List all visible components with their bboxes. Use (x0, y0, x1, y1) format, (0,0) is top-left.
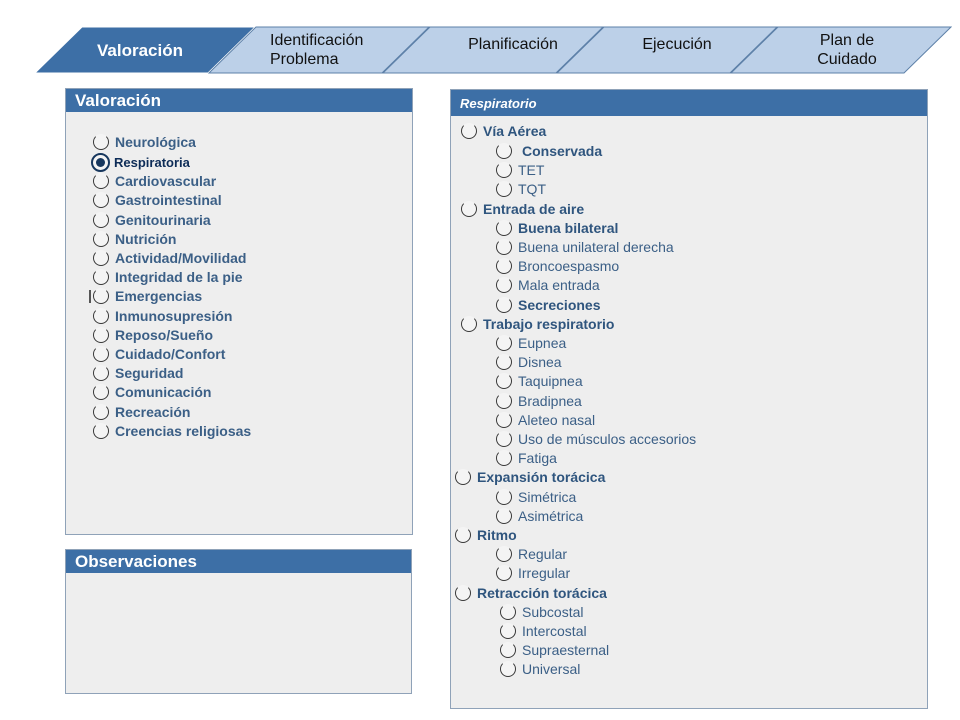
option-mala-entrada[interactable]: Mala entrada (496, 277, 600, 293)
radio-icon[interactable] (496, 162, 512, 178)
radio-icon[interactable] (496, 220, 512, 236)
radio-icon[interactable] (93, 327, 109, 343)
radio-icon[interactable] (93, 384, 109, 400)
radio-icon[interactable] (496, 354, 512, 370)
option-reposo-sueno[interactable]: Reposo/Sueño (93, 327, 213, 343)
radio-icon[interactable] (93, 346, 109, 362)
option-asimetrica[interactable]: Asimétrica (496, 508, 583, 524)
radio-icon[interactable] (496, 297, 512, 313)
radio-icon[interactable] (496, 277, 512, 293)
radio-icon[interactable] (461, 201, 477, 217)
option-disnea[interactable]: Disnea (496, 354, 562, 370)
option-respiratoria[interactable]: Respiratoria (93, 153, 190, 172)
radio-icon[interactable] (93, 173, 109, 189)
radio-icon[interactable] (93, 212, 109, 228)
group-entrada-de-aire[interactable]: Entrada de aire (461, 201, 584, 217)
radio-icon[interactable] (496, 546, 512, 562)
radio-icon[interactable] (496, 373, 512, 389)
option-simetrica[interactable]: Simétrica (496, 489, 576, 505)
radio-icon[interactable] (500, 604, 516, 620)
option-gastrointestinal[interactable]: Gastrointestinal (93, 192, 222, 208)
radio-icon[interactable] (500, 642, 516, 658)
option-buena-bilateral[interactable]: Buena bilateral (496, 220, 618, 236)
group-retraccion-toracica[interactable]: Retracción torácica (455, 585, 607, 601)
option-uso-musculos-accesorios[interactable]: Uso de músculos accesorios (496, 431, 696, 447)
option-aleteo-nasal[interactable]: Aleteo nasal (496, 412, 595, 428)
option-seguridad[interactable]: Seguridad (93, 365, 183, 381)
option-irregular[interactable]: Irregular (496, 565, 570, 581)
radio-icon[interactable] (496, 393, 512, 409)
tab-plan-de-cuidado[interactable] (730, 26, 952, 74)
valoracion-panel-title: Valoración (66, 89, 412, 112)
radio-icon[interactable] (93, 404, 109, 420)
option-recreacion[interactable]: Recreación (93, 404, 190, 420)
radio-icon[interactable] (93, 134, 109, 150)
option-bradipnea[interactable]: Bradipnea (496, 393, 582, 409)
radio-icon[interactable] (93, 192, 109, 208)
option-conservada[interactable]: Conservada (496, 143, 602, 159)
option-cuidado-confort[interactable]: Cuidado/Confort (93, 346, 225, 362)
tab-identificacion-label: Identificación Problema (270, 32, 364, 68)
option-cardiovascular[interactable]: Cardiovascular (93, 173, 216, 189)
radio-icon[interactable] (496, 565, 512, 581)
radio-icon[interactable] (455, 527, 471, 543)
radio-icon[interactable] (461, 316, 477, 332)
option-comunicacion[interactable]: Comunicación (93, 384, 211, 400)
option-regular[interactable]: Regular (496, 546, 567, 562)
radio-icon[interactable] (93, 231, 109, 247)
radio-icon[interactable] (455, 469, 471, 485)
option-secreciones[interactable]: Secreciones (496, 297, 601, 313)
radio-icon[interactable] (93, 308, 109, 324)
option-actividad-movilidad[interactable]: Actividad/Movilidad (93, 250, 246, 266)
option-nutricion[interactable]: Nutrición (93, 231, 176, 247)
tab-plan-de-cuidado-label: Plan de Cuidado (817, 32, 877, 68)
radio-icon[interactable] (93, 269, 109, 285)
option-universal[interactable]: Universal (500, 661, 580, 677)
radio-icon[interactable] (496, 258, 512, 274)
radio-icon[interactable] (496, 239, 512, 255)
respiratorio-panel-title: Respiratorio (451, 90, 927, 116)
group-expansion-toracica[interactable]: Expansión torácica (455, 469, 605, 485)
radio-selected-icon[interactable] (91, 153, 110, 172)
option-emergencias[interactable]: Emergencias (93, 288, 202, 304)
option-broncoespasmo[interactable]: Broncoespasmo (496, 258, 619, 274)
option-supraesternal[interactable]: Supraesternal (500, 642, 609, 658)
option-creencias-religiosas[interactable]: Creencias religiosas (93, 423, 251, 439)
tab-planificacion-label: Planificación (468, 36, 558, 53)
group-trabajo-respiratorio[interactable]: Trabajo respiratorio (461, 316, 614, 332)
option-genitourinaria[interactable]: Genitourinaria (93, 212, 211, 228)
radio-icon[interactable] (496, 181, 512, 197)
option-buena-unilateral-derecha[interactable]: Buena unilateral derecha (496, 239, 674, 255)
radio-icon[interactable] (93, 288, 109, 304)
tab-ejecucion-label: Ejecución (642, 36, 712, 53)
radio-icon[interactable] (496, 412, 512, 428)
group-ritmo[interactable]: Ritmo (455, 527, 517, 543)
option-neurologica[interactable]: Neurológica (93, 134, 196, 150)
radio-icon[interactable] (496, 508, 512, 524)
observaciones-panel-title: Observaciones (66, 550, 411, 573)
radio-icon[interactable] (455, 585, 471, 601)
option-eupnea[interactable]: Eupnea (496, 335, 566, 351)
option-subcostal[interactable]: Subcostal (500, 604, 583, 620)
option-fatiga[interactable]: Fatiga (496, 450, 557, 466)
radio-icon[interactable] (500, 623, 516, 639)
radio-icon[interactable] (496, 335, 512, 351)
option-inmunosupresion[interactable]: Inmunosupresión (93, 308, 232, 324)
option-tqt[interactable]: TQT (496, 181, 546, 197)
option-tet[interactable]: TET (496, 162, 544, 178)
radio-icon[interactable] (93, 423, 109, 439)
radio-icon[interactable] (496, 431, 512, 447)
radio-icon[interactable] (93, 365, 109, 381)
radio-icon[interactable] (496, 450, 512, 466)
radio-icon[interactable] (496, 489, 512, 505)
radio-icon[interactable] (496, 143, 512, 159)
option-integridad-piel[interactable]: Integridad de la pie (93, 269, 243, 285)
radio-icon[interactable] (500, 661, 516, 677)
option-taquipnea[interactable]: Taquipnea (496, 373, 583, 389)
group-via-aerea[interactable]: Vía Aérea (461, 123, 546, 139)
radio-icon[interactable] (93, 250, 109, 266)
tab-valoracion-label: Valoración (97, 40, 183, 60)
radio-icon[interactable] (461, 123, 477, 139)
option-intercostal[interactable]: Intercostal (500, 623, 587, 639)
observaciones-panel[interactable] (65, 549, 412, 694)
text-cursor-icon (89, 290, 91, 303)
